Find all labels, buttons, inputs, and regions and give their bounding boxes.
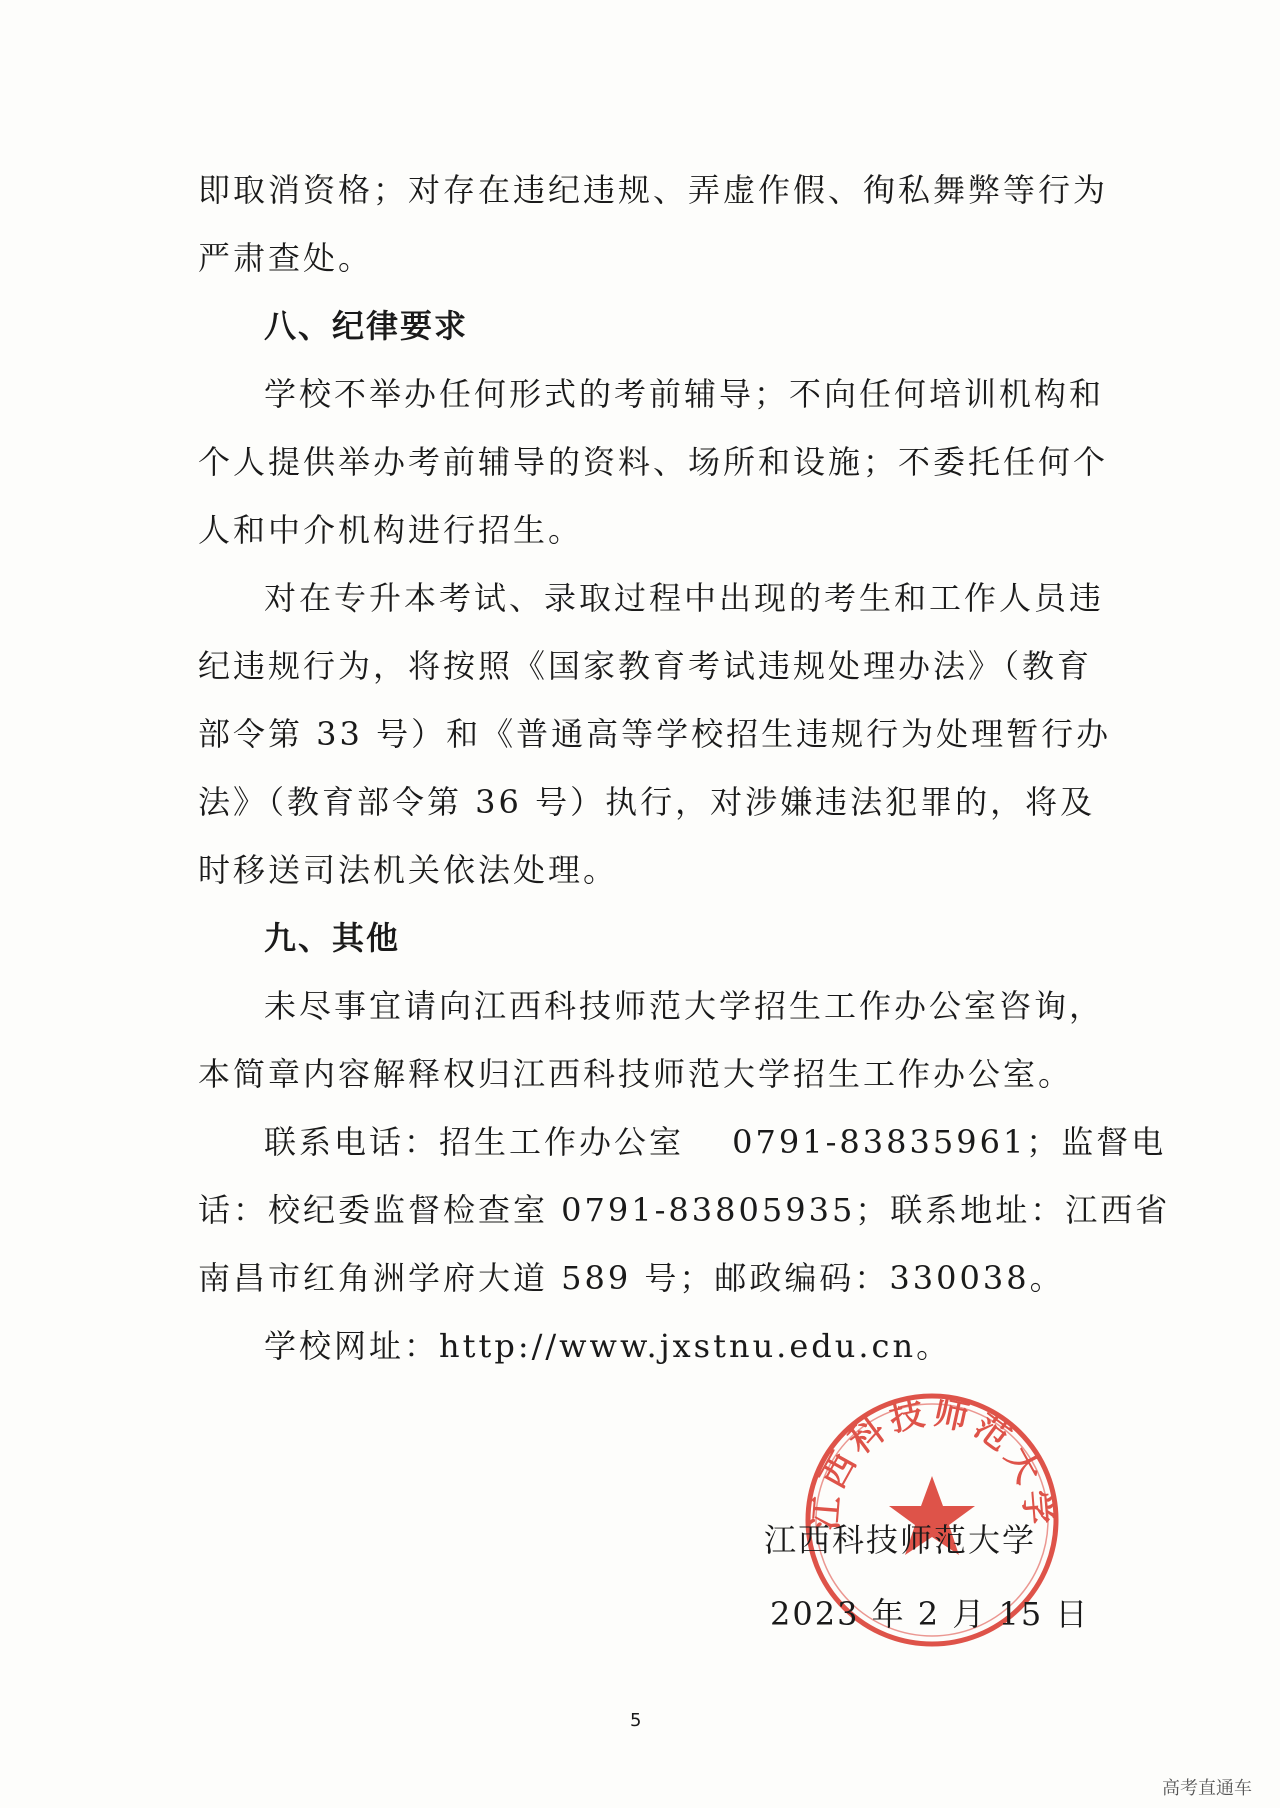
- body-text-line: 纪违规行为，将按照《国家教育考试违规处理办法》（教育: [198, 647, 1093, 685]
- seal-text: 江西科技师范大学: [805, 1392, 1059, 1532]
- watermark-text: 高考直通车: [1162, 1778, 1252, 1799]
- body-text-line: 本简章内容解释权归江西科技师范大学招生工作办公室。: [198, 1055, 1074, 1093]
- body-text-line: 人和中介机构进行招生。: [198, 511, 584, 549]
- body-text-line: 个人提供举办考前辅导的资料、场所和设施；不委托任何个: [198, 443, 1109, 481]
- body-text-line: 即取消资格；对存在违纪违规、弄虚作假、徇私舞弊等行为: [198, 171, 1109, 209]
- body-text-line: 未尽事宜请向江西科技师范大学招生工作办公室咨询，: [264, 987, 1105, 1025]
- website-text-line: 学校网址：http://www.jxstnu.edu.cn。: [264, 1327, 952, 1365]
- section-heading-9: 九、其他: [264, 919, 401, 957]
- signature-date: 2023 年 2 月 15 日: [770, 1595, 1090, 1633]
- body-text-line: 学校不举办任何形式的考前辅导；不向任何培训机构和: [264, 375, 1105, 413]
- contact-text-line: 联系电话：招生工作办公室 0791-83835961；监督电: [264, 1123, 1167, 1161]
- page-number: 5: [630, 1710, 642, 1731]
- signature-institution: 江西科技师范大学: [764, 1521, 1037, 1559]
- body-text-line: 严肃查处。: [198, 239, 374, 277]
- body-text-line: 法》（教育部令第 36 号）执行，对涉嫌违法犯罪的，将及: [198, 783, 1096, 821]
- contact-text-line: 南昌市红角洲学府大道 589 号；邮政编码：330038。: [198, 1259, 1065, 1297]
- contact-text-line: 话：校纪委监督检查室 0791-83805935；联系地址：江西省: [198, 1191, 1171, 1229]
- body-text-line: 时移送司法机关依法处理。: [198, 851, 619, 889]
- body-text-line: 部令第 33 号）和《普通高等学校招生违规行为处理暂行办: [198, 715, 1112, 753]
- body-text-line: 对在专升本考试、录取过程中出现的考生和工作人员违: [264, 579, 1105, 617]
- section-heading-8: 八、纪律要求: [264, 307, 469, 345]
